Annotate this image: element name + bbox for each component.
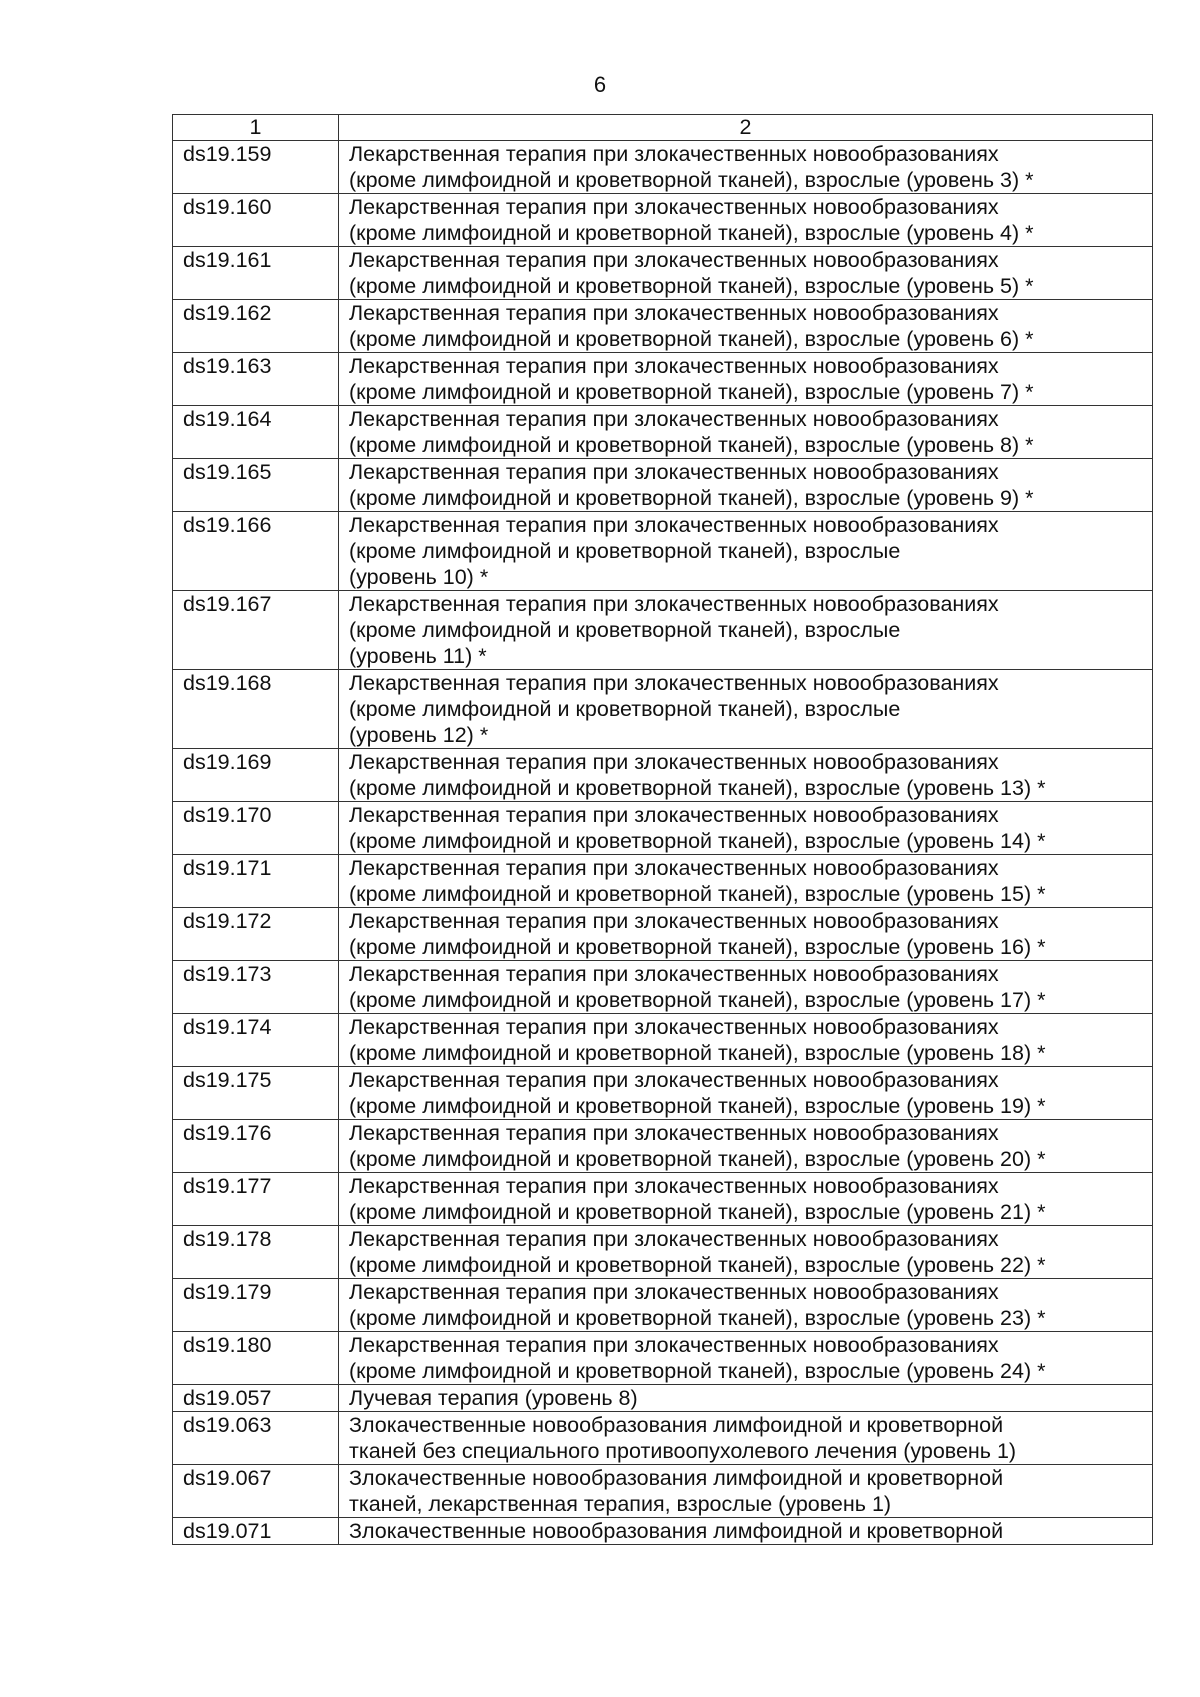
row-description: Лекарственная терапия при злокачественных новообразованиях (кроме лимфоидной и кроветворной тканей), взрослые (уровень 12) * [339, 670, 1153, 749]
row-code: ds19.163 [173, 353, 339, 406]
table-row [173, 247, 1153, 300]
table-row [173, 1173, 1153, 1226]
table-row [173, 908, 1153, 961]
row-description: Лекарственная терапия при злокачественных новообразованиях (кроме лимфоидной и кроветворной тканей), взрослые (уровень 13) * [339, 749, 1153, 802]
row-description: Лучевая терапия (уровень 8) [339, 1385, 1153, 1412]
row-description: Лекарственная терапия при злокачественных новообразованиях (кроме лимфоидной и кроветворной тканей), взрослые (уровень 4) * [339, 194, 1153, 247]
row-description: Лекарственная терапия при злокачественных новообразованиях (кроме лимфоидной и кроветворной тканей), взрослые (уровень 14) * [339, 802, 1153, 855]
table-row [173, 353, 1153, 406]
page-number: 6 [593, 72, 607, 97]
row-code: ds19.057 [173, 1385, 339, 1412]
row-code: ds19.175 [173, 1067, 339, 1120]
row-description: Лекарственная терапия при злокачественных новообразованиях (кроме лимфоидной и кроветворной тканей), взрослые (уровень 15) * [339, 855, 1153, 908]
table-row [173, 802, 1153, 855]
row-description: Лекарственная терапия при злокачественных новообразованиях (кроме лимфоидной и кроветворной тканей), взрослые (уровень 17) * [339, 961, 1153, 1014]
row-description: Лекарственная терапия при злокачественных новообразованиях (кроме лимфоидной и кроветворной тканей), взрослые (уровень 16) * [339, 908, 1153, 961]
row-code: ds19.173 [173, 961, 339, 1014]
row-code: ds19.177 [173, 1173, 339, 1226]
row-code: ds19.170 [173, 802, 339, 855]
row-code: ds19.169 [173, 749, 339, 802]
row-description: Лекарственная терапия при злокачественных новообразованиях (кроме лимфоидной и кроветворной тканей), взрослые (уровень 20) * [339, 1120, 1153, 1173]
row-description: Лекарственная терапия при злокачественных новообразованиях (кроме лимфоидной и кроветворной тканей), взрослые (уровень 19) * [339, 1067, 1153, 1120]
tariff-table [172, 114, 1153, 1545]
row-code: ds19.166 [173, 512, 339, 591]
row-description: Лекарственная терапия при злокачественных новообразованиях (кроме лимфоидной и кроветворной тканей), взрослые (уровень 10) * [339, 512, 1153, 591]
row-description: Лекарственная терапия при злокачественных новообразованиях (кроме лимфоидной и кроветворной тканей), взрослые (уровень 9) * [339, 459, 1153, 512]
row-description: Лекарственная терапия при злокачественных новообразованиях (кроме лимфоидной и кроветворной тканей), взрослые (уровень 6) * [339, 300, 1153, 353]
row-code: ds19.168 [173, 670, 339, 749]
row-code: ds19.159 [173, 141, 339, 194]
row-code: ds19.162 [173, 300, 339, 353]
row-description: Лекарственная терапия при злокачественных новообразованиях (кроме лимфоидной и кроветворной тканей), взрослые (уровень 3) * [339, 141, 1153, 194]
row-description: Лекарственная терапия при злокачественных новообразованиях (кроме лимфоидной и кроветворной тканей), взрослые (уровень 8) * [339, 406, 1153, 459]
row-code: ds19.067 [173, 1465, 339, 1518]
row-description: Злокачественные новообразования лимфоидной и кроветворной тканей, лекарственная терапия, взрослые (уровень 1) [339, 1465, 1153, 1518]
table-row [173, 1226, 1153, 1279]
row-code: ds19.171 [173, 855, 339, 908]
row-code: ds19.161 [173, 247, 339, 300]
table-row [173, 1412, 1153, 1465]
row-description: Лекарственная терапия при злокачественных новообразованиях (кроме лимфоидной и кроветворной тканей), взрослые (уровень 18) * [339, 1014, 1153, 1067]
table-row [173, 406, 1153, 459]
table-row [173, 1465, 1153, 1518]
table-row [173, 1014, 1153, 1067]
row-code: ds19.174 [173, 1014, 339, 1067]
row-code: ds19.176 [173, 1120, 339, 1173]
table-row [173, 1518, 1153, 1545]
table-row [173, 459, 1153, 512]
column-header-2: 2 [339, 115, 1153, 141]
table-row [173, 855, 1153, 908]
row-description: Лекарственная терапия при злокачественных новообразованиях (кроме лимфоидной и кроветворной тканей), взрослые (уровень 23) * [339, 1279, 1153, 1332]
row-description: Лекарственная терапия при злокачественных новообразованиях (кроме лимфоидной и кроветворной тканей), взрослые (уровень 22) * [339, 1226, 1153, 1279]
row-code: ds19.164 [173, 406, 339, 459]
table-row [173, 1385, 1153, 1412]
row-code: ds19.165 [173, 459, 339, 512]
row-description: Лекарственная терапия при злокачественных новообразованиях (кроме лимфоидной и кроветворной тканей), взрослые (уровень 21) * [339, 1173, 1153, 1226]
row-code: ds19.063 [173, 1412, 339, 1465]
table-row [173, 749, 1153, 802]
row-code: ds19.172 [173, 908, 339, 961]
row-code: ds19.178 [173, 1226, 339, 1279]
row-description: Лекарственная терапия при злокачественных новообразованиях (кроме лимфоидной и кроветворной тканей), взрослые (уровень 5) * [339, 247, 1153, 300]
table-row [173, 141, 1153, 194]
table-row [173, 1332, 1153, 1385]
table-header-row [173, 115, 1153, 141]
table-row [173, 1067, 1153, 1120]
row-description: Злокачественные новообразования лимфоидной и кроветворной тканей без специального противоопухолевого лечения (уровень 1) [339, 1412, 1153, 1465]
table-row [173, 670, 1153, 749]
table-row [173, 1279, 1153, 1332]
table-row [173, 1120, 1153, 1173]
row-description: Злокачественные новообразования лимфоидной и кроветворной [339, 1518, 1153, 1545]
row-code: ds19.160 [173, 194, 339, 247]
row-code: ds19.167 [173, 591, 339, 670]
row-description: Лекарственная терапия при злокачественных новообразованиях (кроме лимфоидной и кроветворной тканей), взрослые (уровень 11) * [339, 591, 1153, 670]
row-description: Лекарственная терапия при злокачественных новообразованиях (кроме лимфоидной и кроветворной тканей), взрослые (уровень 7) * [339, 353, 1153, 406]
table-row [173, 961, 1153, 1014]
row-description: Лекарственная терапия при злокачественных новообразованиях (кроме лимфоидной и кроветворной тканей), взрослые (уровень 24) * [339, 1332, 1153, 1385]
table-row [173, 300, 1153, 353]
column-header-1: 1 [173, 115, 339, 141]
table-row [173, 591, 1153, 670]
row-code: ds19.071 [173, 1518, 339, 1545]
row-code: ds19.179 [173, 1279, 339, 1332]
table-row [173, 194, 1153, 247]
row-code: ds19.180 [173, 1332, 339, 1385]
table-row [173, 512, 1153, 591]
